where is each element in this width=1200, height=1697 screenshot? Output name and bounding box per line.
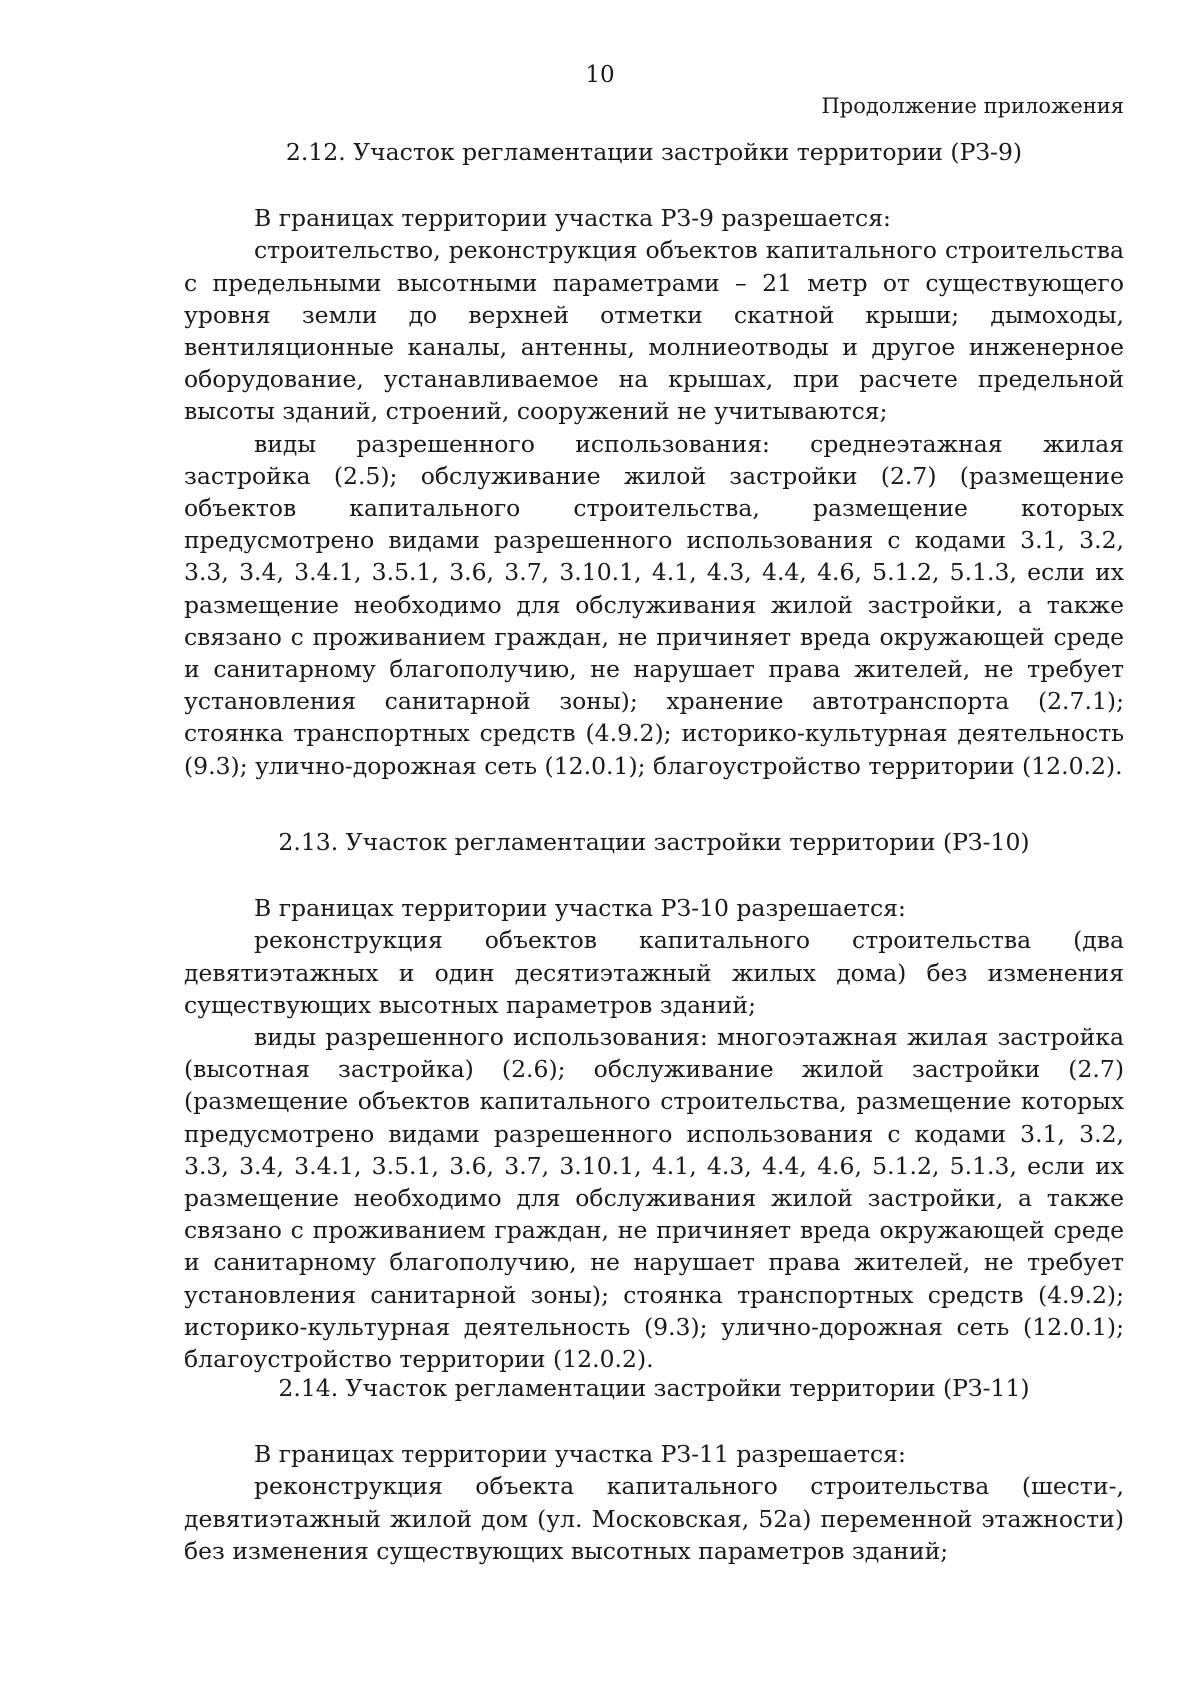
spacer bbox=[184, 168, 1124, 202]
section-2-13 bbox=[184, 826, 1124, 1375]
section-intro: В границах территории участка РЗ-11 разрешается: bbox=[254, 1440, 906, 1469]
section-paragraph: виды разрешенного использования: среднеэтажная жилая застройка (2.5); обслуживание жилой застройки (2.7) (размещение объектов капитального строительства, размещение которых предусмотрено видами разрешенного использования с кодами 3.1, 3.2, 3.3, 3.4, 3.4.1, 3.5.1, 3.6, 3.7, 3.10.1, 4.1, 4.3, 4.4, 4.6, 5.1.2, 5.1.3, если их размещение необходимо для обслуживания жилой застройки, а также связано с проживанием граждан, не причиняет вреда окружающей среде и санитарному благополучию, не нарушает права жителей, не требует установления санитарной зоны); хранение автотранспорта (2.7.1); стоянка транспортных средств (4.9.2); историко-культурная деятельность (9.3); улично-дорожная сеть (12.0.1); благоустройство территории (12.0.2). bbox=[184, 429, 1124, 780]
section-heading: 2.12. Участок регламентации застройки территории (РЗ-9) bbox=[285, 138, 1023, 166]
page-number: 10 bbox=[585, 62, 615, 88]
running-head: Продолжение приложения bbox=[821, 94, 1124, 118]
section-2-12 bbox=[184, 136, 1124, 782]
section-heading: 2.14. Участок регламентации застройки территории (РЗ-11) bbox=[278, 1374, 1030, 1402]
spacer bbox=[184, 858, 1124, 892]
section-paragraph: реконструкция объектов капитального строительства (два девятиэтажных и один десятиэтажный жилых дома) без изменения существующих высотных параметров зданий; bbox=[184, 926, 1124, 1019]
section-intro: В границах территории участка РЗ-10 разрешается: bbox=[254, 894, 906, 923]
section-paragraph: виды разрешенного использования: многоэтажная жилая застройка (высотная застройка) (2.6); обслуживание жилой застройки (2.7) (размещение объектов капитального строительства, размещение которых предусмотрено видами разрешенного использования с кодами 3.1, 3.2, 3.3, 3.4, 3.4.1, 3.5.1, 3.6, 3.7, 3.10.1, 4.1, 4.3, 4.4, 4.6, 5.1.2, 5.1.3, если их размещение необходимо для обслуживания жилой застройки, а также связано с проживанием граждан, не причиняет вреда окружающей среде и санитарному благополучию, не нарушает права жителей, не требует установления санитарной зоны); стоянка транспортных средств (4.9.2); историко-культурная деятельность (9.3); улично-дорожная сеть (12.0.1); благоустройство территории (12.0.2). bbox=[184, 1023, 1124, 1374]
spacer bbox=[184, 1404, 1124, 1438]
section-paragraph: реконструкция объекта капитального строительства (шести-, девятиэтажный жилой дом (ул. Московская, 52а) переменной этажности) без изменения существующих высотных параметров зданий; bbox=[184, 1472, 1124, 1565]
section-heading: 2.13. Участок регламентации застройки территории (РЗ-10) bbox=[278, 828, 1030, 856]
section-paragraph: строительство, реконструкция объектов капитального строительства с предельными высотными параметрами – 21 метр от существующего уровня земли до верхней отметки скатной крыши; дымоходы, вентиляционные каналы, антенны, молниеотводы и другое инженерное оборудование, устанавливаемое на крышах, при расчете предельной высоты зданий, строений, сооружений не учитываются; bbox=[184, 236, 1124, 426]
section-2-14 bbox=[184, 1372, 1124, 1567]
section-intro: В границах территории участка РЗ-9 разрешается: bbox=[254, 204, 891, 233]
